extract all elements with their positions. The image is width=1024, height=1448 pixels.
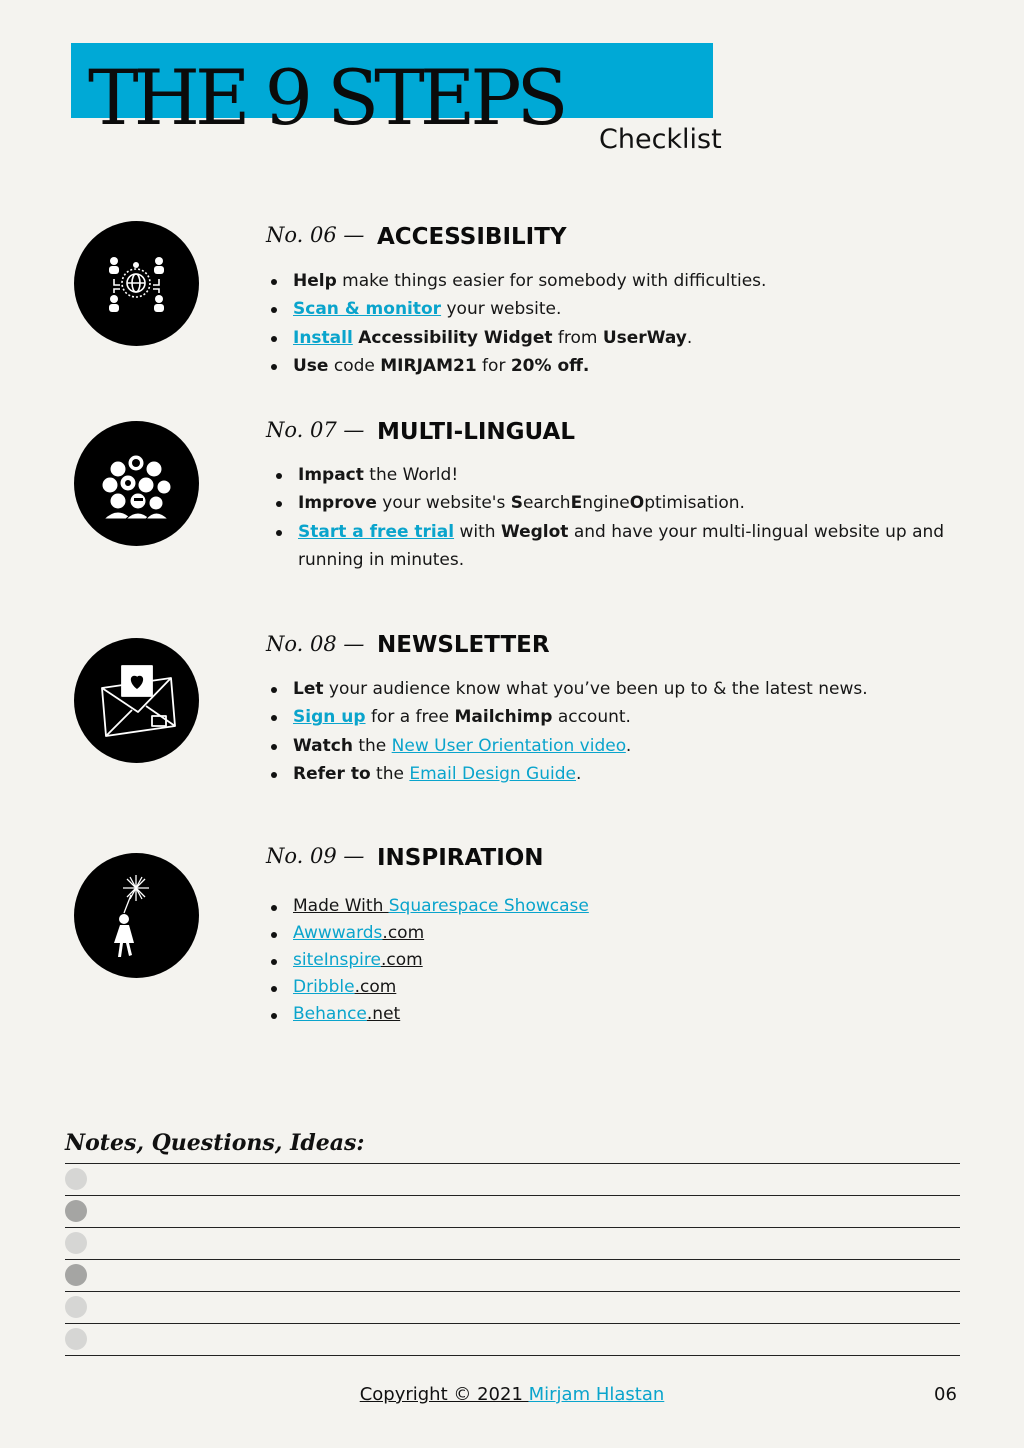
list-item [298, 489, 948, 517]
item-text: Let [293, 679, 324, 699]
page-title: THE 9 STEPS [88, 53, 564, 142]
item-text: and have your multi-lingual website up and running in minutes. [298, 521, 945, 571]
item-text: the [352, 735, 392, 756]
link[interactable]: Install [293, 327, 353, 348]
item-text: . [686, 327, 693, 348]
item-text: ptimisation. [644, 493, 745, 514]
item-text: with [454, 521, 501, 542]
note-line[interactable] [65, 1323, 960, 1324]
link[interactable]: Behance [293, 1004, 367, 1024]
item-text: . [625, 735, 632, 756]
list-item [293, 920, 893, 947]
link[interactable]: Squarespace Showcase [388, 896, 589, 916]
envelope-heart-icon [74, 638, 199, 763]
link[interactable]: Email Design Guide [409, 764, 576, 785]
section-title-newsletter: NEWSLETTER [377, 632, 550, 658]
crowd-people-icon [74, 421, 199, 546]
accessibility-network-icon [74, 221, 199, 346]
section-title-inspiration: INSPIRATION [377, 845, 544, 871]
item-text: for a free [365, 707, 455, 728]
item-text: .net [366, 1004, 401, 1024]
list-item [293, 703, 973, 731]
note-line[interactable] [65, 1355, 960, 1356]
item-text: your website's [376, 493, 511, 514]
note-bullet-dot [65, 1328, 87, 1350]
page-subtitle: Checklist [599, 124, 722, 155]
note-line[interactable] [65, 1163, 960, 1164]
item-text: Improve [298, 493, 377, 514]
note-line[interactable] [65, 1259, 960, 1260]
item-text: UserWay [602, 327, 687, 348]
page-number: 06 [934, 1384, 957, 1405]
item-text: Help [293, 271, 337, 291]
copyright-text: Copyright © 2021 [359, 1384, 529, 1405]
item-text: account. [552, 707, 631, 728]
notes-title: Notes, Questions, Ideas: [65, 1130, 365, 1156]
inspiration-list [266, 893, 893, 1028]
item-text: for [476, 356, 511, 377]
list-item [293, 947, 893, 974]
list-item [293, 324, 953, 352]
item-text: S [510, 493, 523, 514]
list-item [293, 974, 893, 1001]
item-text: E [570, 493, 583, 514]
link[interactable]: Sign up [293, 707, 366, 728]
item-text: Weglot [500, 521, 569, 542]
item-text: MIRJAM21 [380, 356, 477, 377]
list-item [293, 295, 953, 323]
item-text: Mailchimp [454, 707, 553, 728]
item-text: . [575, 764, 582, 785]
note-line[interactable] [65, 1227, 960, 1228]
section-title-multilingual: MULTI-LINGUAL [377, 419, 575, 445]
item-text: make things easier for somebody with difficulties. [336, 271, 767, 291]
item-text: .com [354, 977, 397, 997]
item-text: your audience know what you’ve been up to & the latest news. [323, 679, 868, 699]
item-text: 20% off. [510, 356, 590, 377]
item-text: from [552, 327, 603, 348]
section-number: No. 07 — [266, 418, 365, 442]
item-text: code [328, 356, 381, 377]
item-text: Watch [293, 735, 353, 756]
list-item [293, 352, 953, 380]
list-item [293, 732, 973, 760]
link[interactable]: New User Orientation video [391, 735, 626, 756]
item-text: O [629, 493, 645, 514]
item-text: Refer to [293, 764, 371, 785]
link[interactable]: Awwwards [293, 923, 383, 943]
author-link[interactable]: Mirjam Hlastan [528, 1384, 665, 1405]
list-item [293, 675, 973, 703]
note-bullet-dot [65, 1264, 87, 1286]
item-text: the [370, 764, 410, 785]
note-line[interactable] [65, 1291, 960, 1292]
item-text: ngine [582, 493, 630, 514]
item-text: Made With [293, 896, 389, 916]
link[interactable]: Dribble [293, 977, 355, 997]
note-bullet-dot [65, 1200, 87, 1222]
newsletter-list [266, 675, 973, 789]
note-line[interactable] [65, 1195, 960, 1196]
list-item [293, 760, 973, 788]
section-number: No. 09 — [266, 844, 365, 868]
footer-copyright [0, 1384, 1024, 1405]
girl-with-sparkler-icon [74, 853, 199, 978]
item-text: .com [382, 923, 425, 943]
section-title-accessibility: ACCESSIBILITY [377, 224, 567, 250]
item-text: earch [522, 493, 571, 514]
list-item [298, 461, 948, 489]
note-bullet-dot [65, 1296, 87, 1318]
section-number: No. 08 — [266, 632, 365, 656]
list-item [293, 1001, 893, 1028]
item-text: Accessibility Widget [358, 327, 553, 348]
note-bullet-dot [65, 1232, 87, 1254]
link[interactable]: siteInspire [293, 950, 381, 970]
list-item [298, 518, 948, 575]
link[interactable]: Start a free trial [298, 521, 455, 542]
item-text: your website. [441, 299, 562, 320]
multilingual-list [271, 461, 948, 575]
section-number: No. 06 — [266, 223, 365, 247]
item-text: .com [380, 950, 423, 970]
item-text: the World! [363, 465, 459, 485]
list-item [293, 267, 953, 295]
list-item [293, 893, 893, 920]
item-text: Use [293, 356, 329, 377]
item-text: Impact [298, 465, 364, 485]
note-bullet-dot [65, 1168, 87, 1190]
accessibility-list [266, 267, 953, 381]
link[interactable]: Scan & monitor [293, 299, 442, 320]
